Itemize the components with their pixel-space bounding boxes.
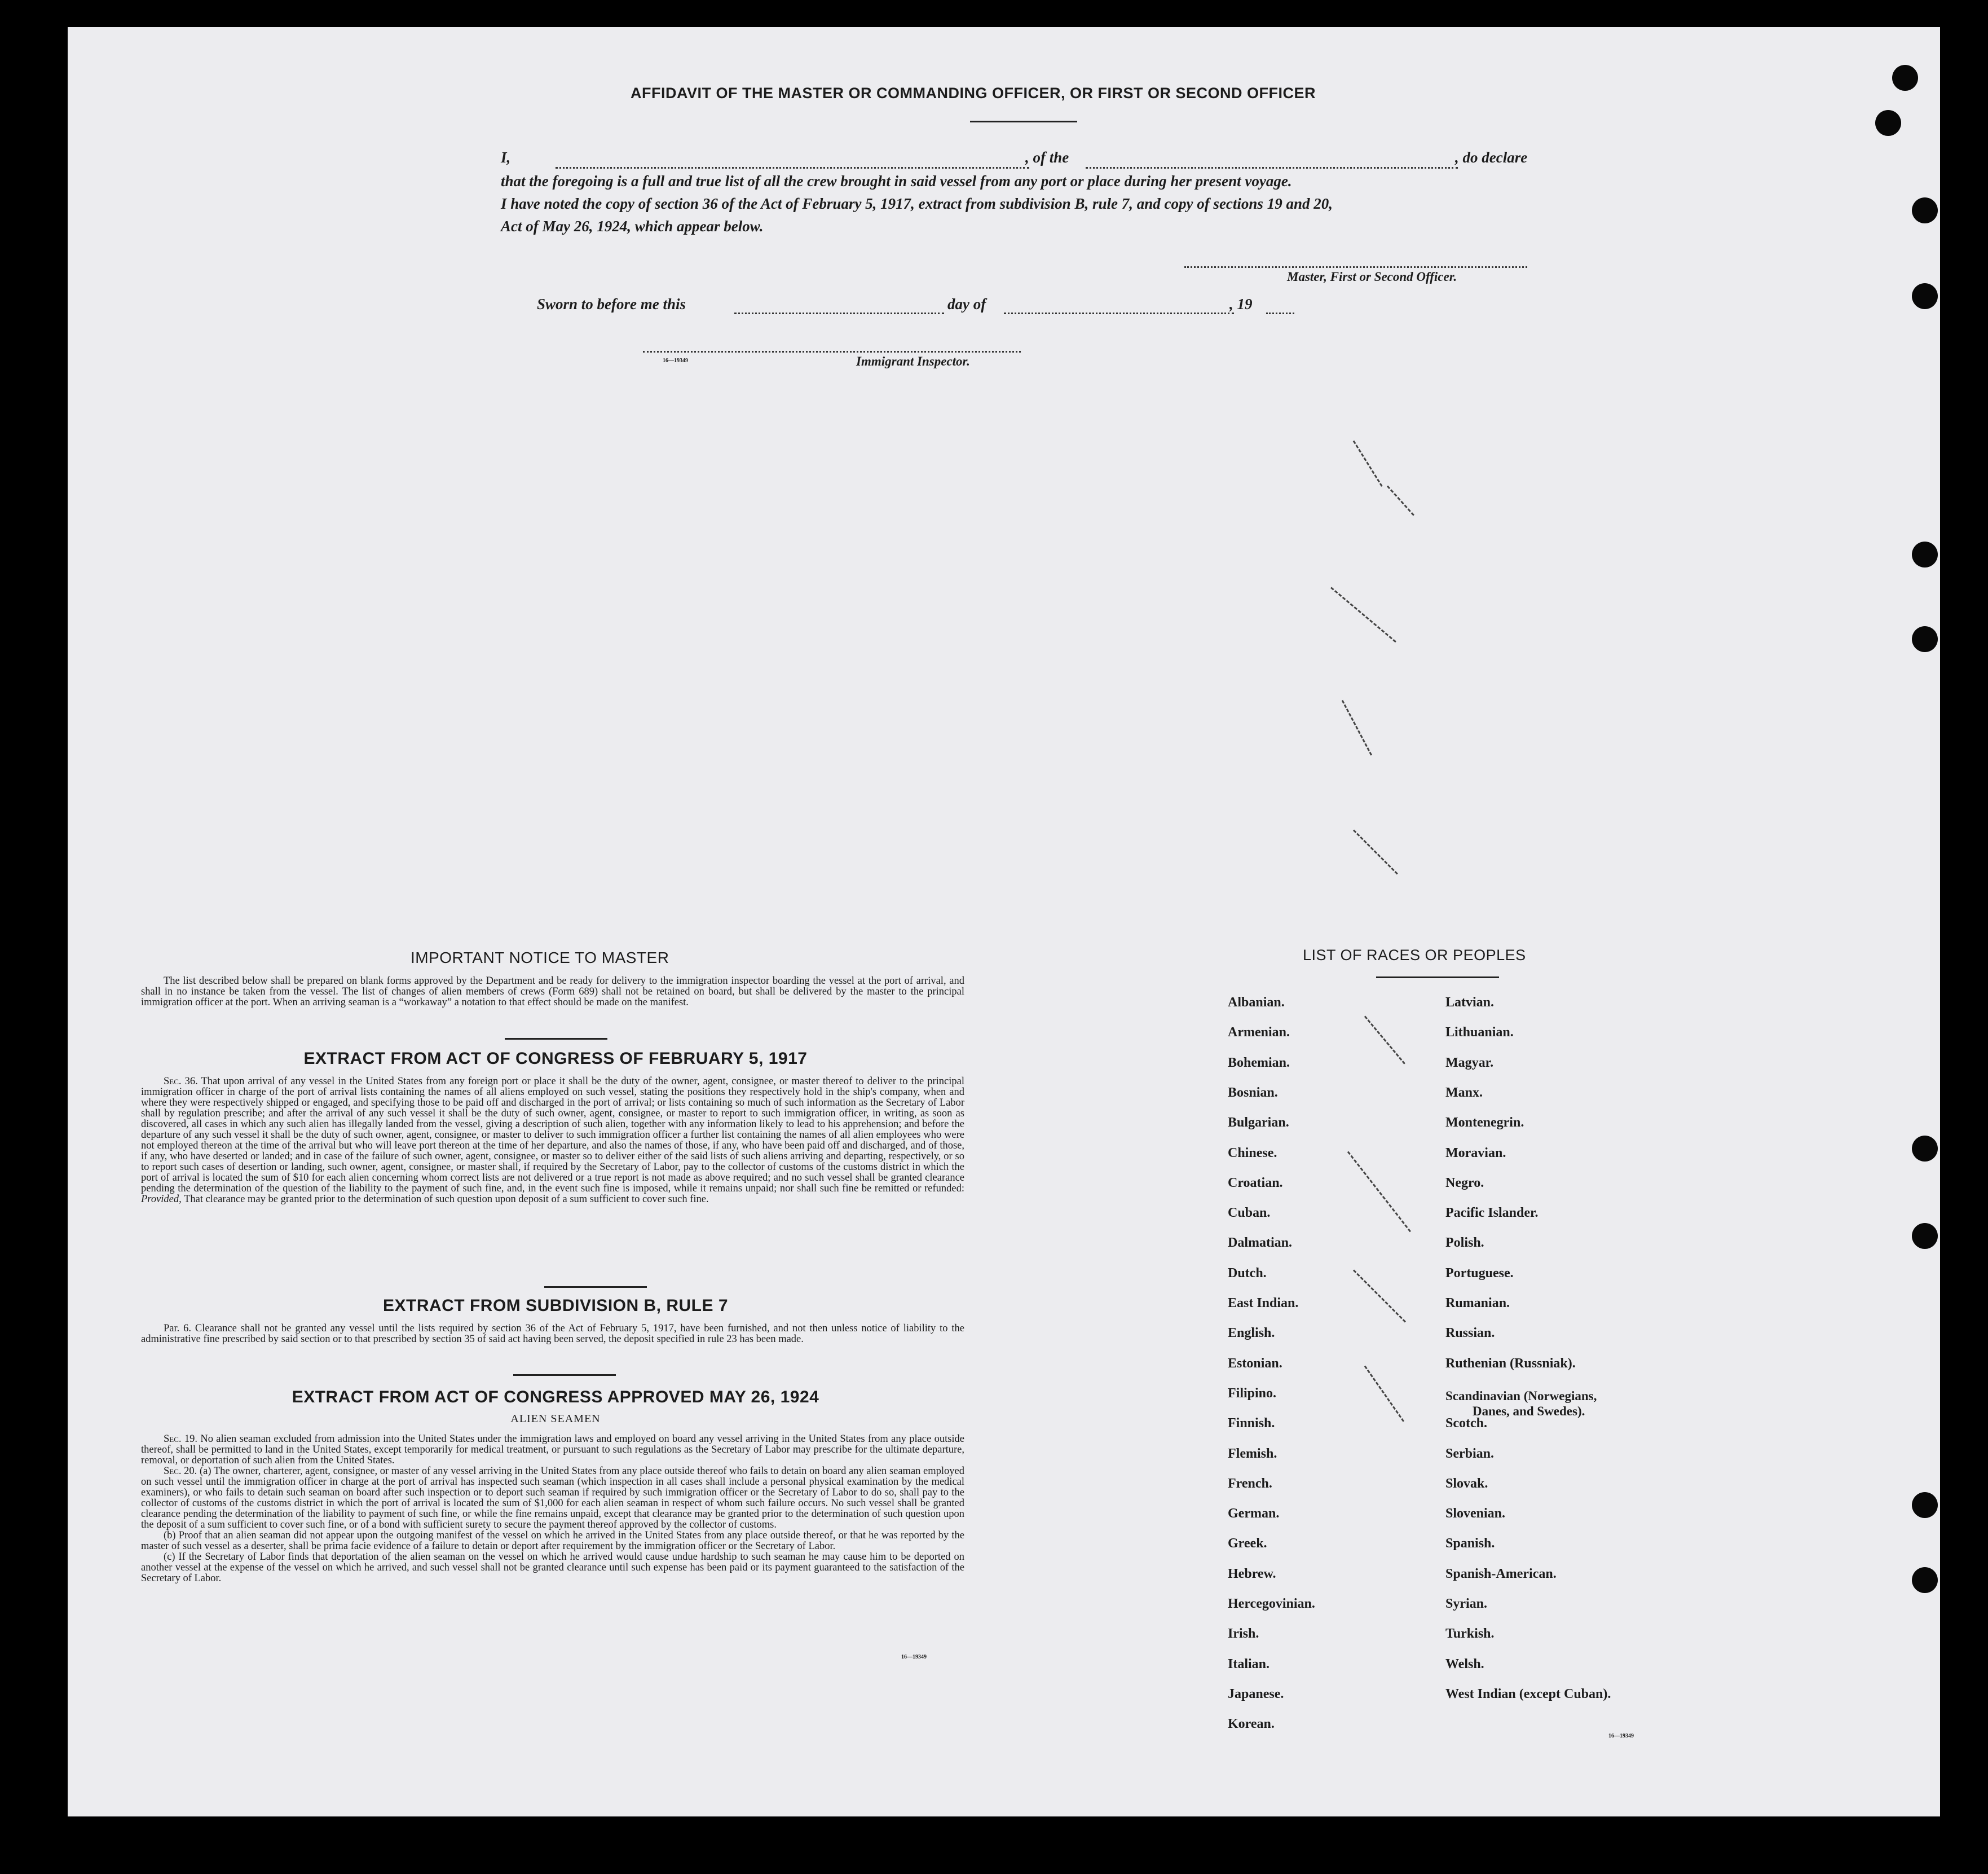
binder-hole [1912,1567,1938,1593]
race-item: Cuban. [1228,1206,1271,1221]
form-number: 16—19349 [663,358,688,364]
race-item: Rumanian. [1445,1296,1510,1310]
race-item: Turkish. [1445,1626,1495,1642]
race-item: Bohemian. [1228,1055,1290,1070]
affidavit-i: I, [501,149,511,166]
race-item: Syrian. [1445,1596,1488,1611]
section-19 [141,1434,964,1466]
race-item: Italian. [1228,1656,1270,1671]
section-20a-text: (a) The owner, charterer, agent, consignee, or master of any vessel arriving in the United States from any place outside thereof who fails to detain on board any alien seaman employed on such vessel until the immigration officer in charge at the port of arrival has inspected such seaman (which inspection in all cases shall include a personal physical examination by the medical examiners), or who fails to detain such seaman on board after such inspection or to deport such seaman if required by such immigration officer or the Secretary of Labor to do so, shall pay to the collector of customs of the customs district in which the port of arrival is located the sum of $1,000 for each alien seaman in respect of whom such failure occurs. No such vessel shall be granted clearance pending the determination of the liability to payment of such fine, or while the fine remains unpaid, except that clearance may be granted prior to the determination of such question upon the deposit of a sum sufficient to cover such fine, or of a bond with sufficient surety to secure the payment thereof approved by the collector of customs. [141,1466,965,1530]
races-title: LIST OF RACES OR PEOPLES [1303,947,1526,964]
extract-1924-title: EXTRACT FROM ACT OF CONGRESS APPROVED MAY 26, 1924 [292,1388,819,1406]
section-20c: (c) If the Secretary of Labor finds that deportation of the alien seaman on the vessel on which he arrived would cause undue hardship to such seaman he may cause him to be deported on another vessel at the expense of the vessel on which he arrived, and such vessel shall not be granted clearance until such expense has been paid or its payment guaranteed to the satisfaction of the Secretary of Labor. [141,1551,964,1584]
section-36-text: That upon arrival of any vessel in the United States from any foreign port or place it shall be the duty of the owner, agent, consignee, or master thereof to deliver to the principal immigration officer in charge of the port of arrival lists containing the names of all aliens employed on such vessel, stating the positions they respectively hold in the ship's company, when and where they were respectively shipped or engaged, and specifying those to be paid off and discharged in the port of arrival; or lists containing so much of such information as the Secretary of Labor shall by regulation prescribe; and after the arrival of any such vessel it shall be the duty of such owner, agent, consignee, or master to report to such immigration officer, in writing, as soon as discovered, all cases in which any such alien has illegally landed from the vessel, giving a description of such alien, together with any information likely to lead to his apprehension; and before the departure of any such vessel it shall be the duty of such owner, agent, consignee, or master to deliver to such immigration officer a further list containing the names of all alien employees who were not employed thereon at the time of the arrival but who will leave port thereon at the time of her departure, and also the names of those, if any, who have been paid off and discharged, and of those, if any, who have deserted or landed; and in case of the failure of such owner, agent, consignee, or master so to deliver either of the said lists of such aliens arriving and departing, respectively, or so to report such cases of desertion or landing, such owner, agent, consignee, or master shall, if required by the Secretary of Labor, pay to the collector of customs of the customs district in which the port of arrival is located the sum of $10 for each alien concerning whom correct lists are not delivered or a true report is not made as above required; and no such vessel shall be granted clearance pending the determination of the question of the liability to the payment of such fine, and, in the event such fine is imposed, while it remains unpaid; nor shall such fine be remitted or refunded: [141,1076,965,1194]
year-label: , 19 [1229,296,1253,313]
race-item: Danes, and Swedes). [1473,1404,1585,1418]
divider [544,1286,647,1288]
section-19-text: No alien seaman excluded from admission into the United States under the immigration laws and employed on board any vessel arriving in the United States from any place outside thereof, shall be permitted to land in the United States, except temporarily for medical treatment, or pursuant to such regulations as the Secretary of Labor may prescribe for the ultimate departure, removal, or deportation of such alien from the United States. [141,1433,965,1466]
notice-title: IMPORTANT NOTICE TO MASTER [411,949,669,966]
race-item: Bulgarian. [1228,1115,1289,1130]
extract-1917-text [141,1076,964,1205]
race-item: Russian. [1445,1326,1495,1341]
race-item: Pacific Islander. [1445,1206,1539,1221]
race-item: French. [1228,1476,1272,1491]
race-item: Greek. [1228,1536,1267,1551]
sworn-label: Sworn to before me this [537,296,686,313]
race-item: Lithuanian. [1445,1025,1514,1040]
notice-text: The list described below shall be prepared on blank forms approved by the Department and be ready for delivery to the immigration inspector boarding the vessel at the port of arrival, and shall in no instance be taken from the vessel. The list of changes of alien members of crews (Form 689) shall not be retained on board, but shall be delivered by the master to the principal immigration officer at the port. When an arriving seaman is a “workaway” a notation to that effect should be made on the manifest. [141,975,964,1008]
divider [1376,976,1499,978]
of-the-label: , of the [1025,149,1069,166]
race-item: Bosnian. [1228,1085,1278,1100]
race-item: Slovenian. [1445,1506,1506,1521]
race-item: Chinese. [1228,1145,1277,1160]
master-signature-line[interactable] [1184,266,1527,268]
inspector-caption: Immigrant Inspector. [856,354,970,368]
section-36-end: That clearance may be granted prior to the determination of such question upon deposit of a sum sufficient to cover such fine. [184,1194,709,1205]
race-item: English. [1228,1326,1275,1341]
alien-seamen-subtitle: ALIEN SEAMEN [510,1413,601,1425]
affidavit-line-3: I have noted the copy of section 36 of the Act of February 5, 1917, extract from subdivision B, rule 7, and copy of sections 19 and 20, [501,195,1333,212]
race-item: German. [1228,1506,1280,1521]
binder-hole [1912,1492,1938,1518]
race-item: Magyar. [1445,1055,1494,1070]
binder-hole [1912,1223,1938,1249]
race-item: Scandinavian (Norwegians, [1445,1388,1597,1403]
binder-hole [1912,542,1938,568]
race-item: East Indian. [1228,1296,1299,1310]
race-item: Manx. [1445,1085,1483,1100]
race-item: Slovak. [1445,1476,1488,1491]
binder-hole [1892,65,1918,91]
name-field[interactable] [556,167,1029,169]
race-item: West Indian (except Cuban). [1445,1686,1611,1701]
day-of-label: day of [947,296,986,313]
race-item: Finnish. [1228,1416,1275,1431]
binder-hole [1912,197,1938,223]
binder-hole [1912,626,1938,652]
divider [513,1374,616,1376]
race-item: Negro. [1445,1175,1484,1190]
race-item: Latvian. [1445,995,1495,1010]
race-item: Croatian. [1228,1175,1283,1190]
race-item: Dutch. [1228,1265,1267,1281]
race-item: Japanese. [1228,1686,1284,1701]
race-item: Ruthenian (Russniak). [1445,1356,1576,1371]
section-20a [141,1466,964,1530]
race-item: Korean. [1228,1717,1275,1732]
master-caption: Master, First or Second Officer. [1287,270,1457,284]
extract-1917-title: EXTRACT FROM ACT OF CONGRESS OF FEBRUARY 5, 1917 [303,1049,808,1068]
binder-hole [1912,1136,1938,1162]
extract-1924-text [141,1434,964,1584]
section-20b: (b) Proof that an alien seaman did not appear upon the outgoing manifest of the vessel on which he arrived in the United States from any place outside thereof, or that he was reported by the master of such vessel as a deserter, shall be prima facie evidence of a failure to detain or deport after requirement by the immigration officer or the Secretary of Labor. [141,1530,964,1552]
race-item: Dalmatian. [1228,1235,1292,1251]
divider [970,121,1077,122]
race-item: Welsh. [1445,1656,1484,1671]
race-item: Hebrew. [1228,1566,1276,1581]
race-item: Albanian. [1228,995,1285,1010]
sworn-day-field[interactable] [734,313,944,314]
race-item: Portuguese. [1445,1265,1514,1281]
section-label: Sec. 36. [164,1076,198,1087]
race-item: Irish. [1228,1626,1259,1642]
sworn-year-field[interactable] [1266,313,1294,314]
do-declare-label: , do declare [1455,149,1528,166]
sworn-month-field[interactable] [1004,313,1234,314]
race-item: Estonian. [1228,1356,1282,1371]
form-number: 16—19349 [1608,1733,1634,1739]
race-item: Moravian. [1445,1145,1506,1160]
vessel-field[interactable] [1086,167,1458,169]
race-item: Filipino. [1228,1385,1277,1401]
race-item: Flemish. [1228,1446,1277,1461]
race-item: Polish. [1445,1235,1484,1251]
race-item: Serbian. [1445,1446,1495,1461]
form-number: 16—19349 [901,1654,927,1660]
race-item: Spanish. [1445,1536,1495,1551]
binder-hole [1875,110,1901,136]
race-item: Scotch. [1445,1416,1487,1431]
affidavit-line-2: that the foregoing is a full and true list of all the crew brought in said vessel from any port or place during her present voyage. [501,173,1292,190]
rule7-text: Par. 6. Clearance shall not be granted any vessel until the lists required by section 36 of the Act of February 5, 1917, have been furnished, and not then unless notice of liability to the administrative fine prescribed by said section or to that prescribed by section 35 of said act having been served, the deposit specified in rule 23 has been made. [141,1323,964,1345]
affidavit-line-4: Act of May 26, 1924, which appear below. [501,218,764,235]
race-item: Hercegovinian. [1228,1596,1315,1611]
provided-word: Provided, [141,1194,182,1205]
affidavit-title: AFFIDAVIT OF THE MASTER OR COMMANDING OFFICER, OR FIRST OR SECOND OFFICER [631,85,1316,102]
race-item: Armenian. [1228,1025,1290,1040]
rule7-title: EXTRACT FROM SUBDIVISION B, RULE 7 [382,1296,729,1315]
race-item: Montenegrin. [1445,1115,1524,1130]
race-item: Spanish-American. [1445,1566,1557,1581]
inspector-signature-line[interactable] [643,351,1021,353]
section-label: Sec. 20. [164,1466,197,1477]
binder-hole [1912,283,1938,309]
divider [505,1038,607,1040]
section-label: Sec. 19. [164,1433,197,1445]
